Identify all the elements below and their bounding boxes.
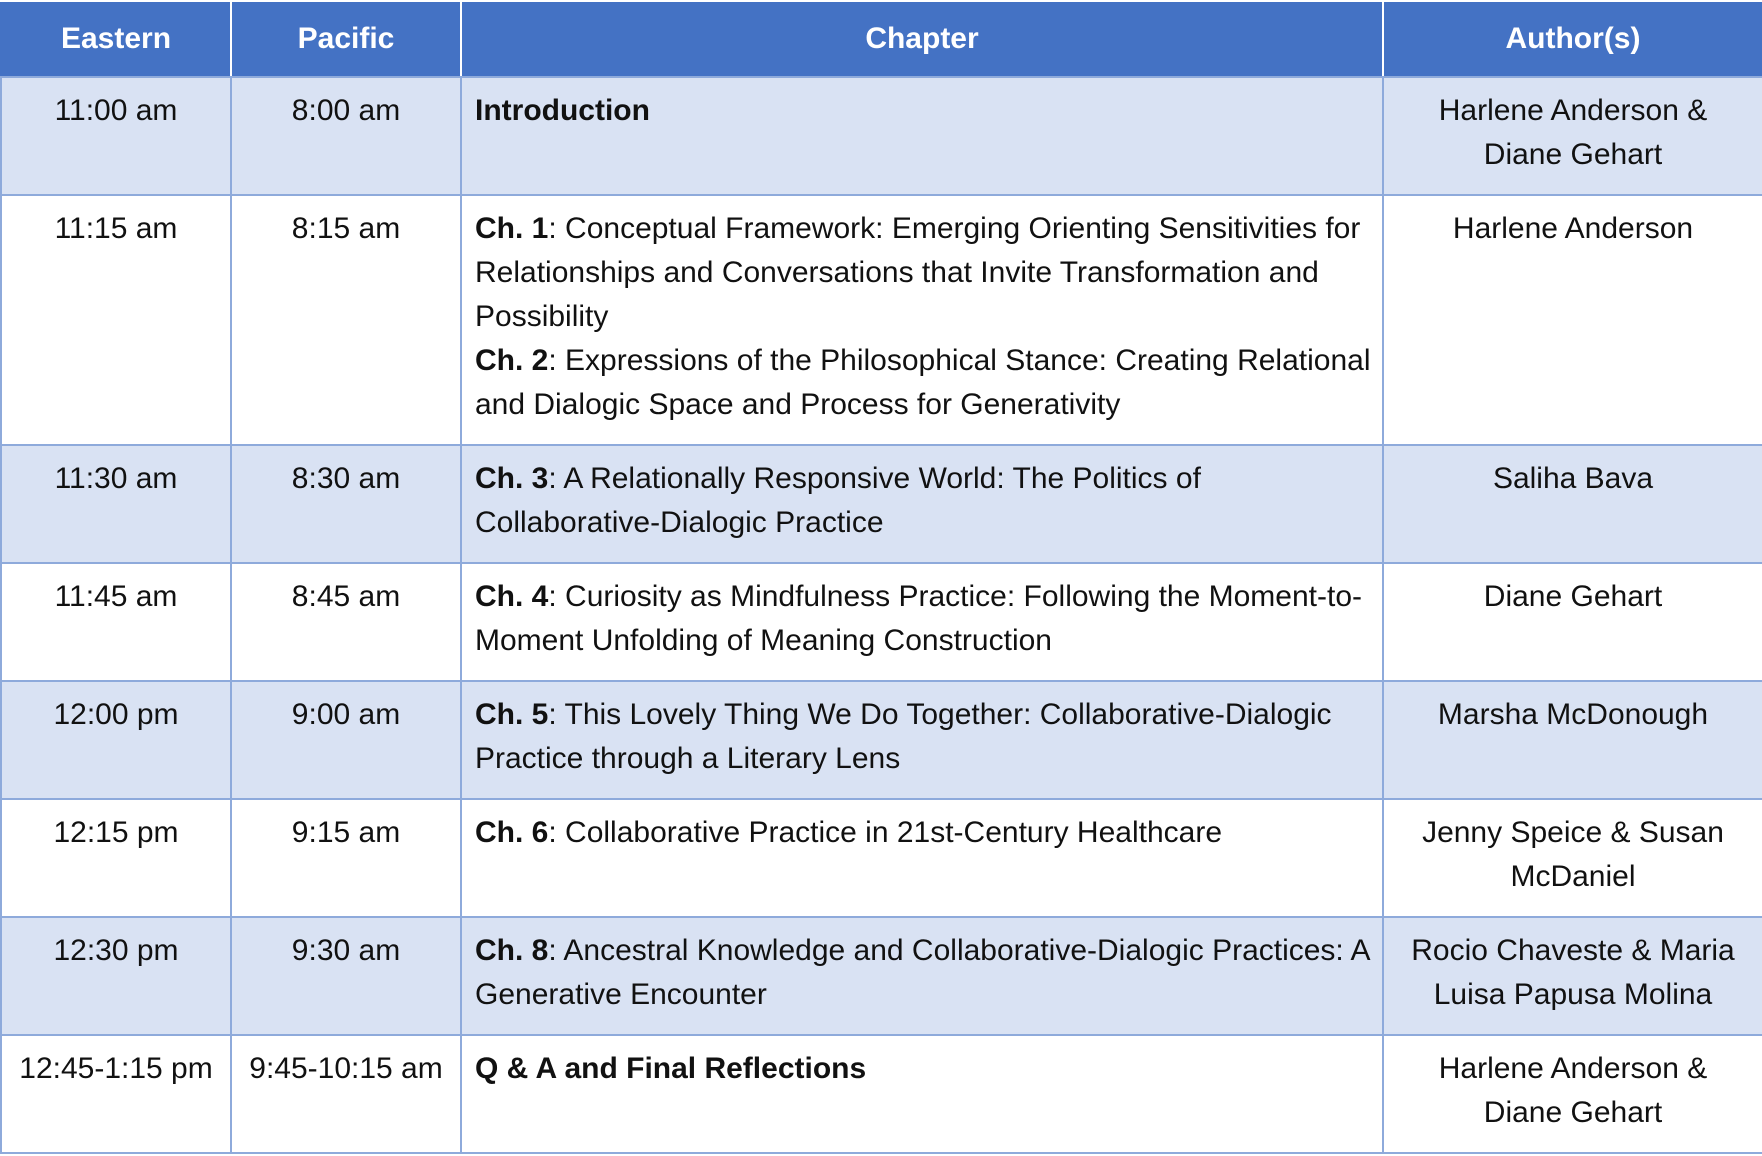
pacific-time: 9:45-10:15 am [249, 1052, 443, 1085]
eastern-time-cell [1, 445, 231, 563]
chapter-cell [461, 445, 1383, 563]
eastern-time-cell [1, 1035, 231, 1153]
column-header-eastern: Eastern [1, 1, 231, 77]
author-line: Jenny Speice & Susan [1422, 816, 1724, 849]
authors-cell [1383, 77, 1762, 195]
author-line: Diane Gehart [1483, 138, 1663, 171]
authors-cell [1383, 195, 1762, 445]
table-row [1, 195, 1762, 445]
chapter-cell [461, 1035, 1383, 1153]
chapter-entry [475, 207, 1372, 339]
chapter-number: Ch. 1 [475, 212, 549, 245]
pacific-time: 8:00 am [291, 94, 401, 127]
column-header-authors: Author(s) [1383, 1, 1762, 77]
chapter-entry [475, 339, 1372, 427]
chapter-cell [461, 563, 1383, 681]
header-row [1, 1, 1762, 77]
authors-cell [1383, 1035, 1762, 1153]
author-line: Harlene Anderson [1452, 212, 1694, 245]
chapter-number: Ch. 3 [475, 462, 549, 495]
eastern-time-cell [1, 681, 231, 799]
column-header-pacific: Pacific [231, 1, 461, 77]
table-row [1, 917, 1762, 1035]
chapter-number: Ch. 5 [475, 698, 549, 731]
pacific-time-cell [231, 1035, 461, 1153]
eastern-time: 11:30 am [54, 462, 178, 495]
chapter-title: : This Lovely Thing We Do Together: Collaborative-Dialogic Practice through a Literary Lens [475, 698, 1332, 775]
eastern-time: 12:30 pm [53, 934, 179, 967]
author-line: Diane Gehart [1483, 580, 1663, 613]
pacific-time-cell [231, 445, 461, 563]
table-row [1, 445, 1762, 563]
eastern-time-cell [1, 563, 231, 681]
eastern-time: 11:00 am [54, 94, 178, 127]
eastern-time-cell [1, 77, 231, 195]
authors-cell [1383, 681, 1762, 799]
author-line: Harlene Anderson & [1438, 94, 1708, 127]
chapter-number: Ch. 6 [475, 816, 549, 849]
authors-cell [1383, 917, 1762, 1035]
eastern-time-cell [1, 799, 231, 917]
pacific-time-cell [231, 799, 461, 917]
chapter-title: : Expressions of the Philosophical Stance: Creating Relational and Dialogic Space and Process for Generativity [475, 344, 1371, 421]
chapter-cell [461, 195, 1383, 445]
eastern-time: 12:45-1:15 pm [19, 1052, 213, 1085]
eastern-time: 11:45 am [54, 580, 178, 613]
author-line: Harlene Anderson & [1438, 1052, 1708, 1085]
chapter-title: : Ancestral Knowledge and Collaborative-Dialogic Practices: A Generative Encounter [475, 934, 1369, 1011]
pacific-time-cell [231, 563, 461, 681]
chapter-cell [461, 917, 1383, 1035]
author-line: Marsha McDonough [1437, 698, 1709, 731]
table-row [1, 563, 1762, 681]
eastern-time: 12:00 pm [53, 698, 179, 731]
table-row [1, 681, 1762, 799]
eastern-time: 12:15 pm [53, 816, 179, 849]
pacific-time: 8:15 am [291, 212, 401, 245]
session-title: Q & A and Final Reflections [475, 1052, 867, 1085]
pacific-time-cell [231, 77, 461, 195]
pacific-time: 9:30 am [291, 934, 401, 967]
chapter-title: : Collaborative Practice in 21st-Century Healthcare [548, 816, 1222, 849]
author-line: Saliha Bava [1492, 462, 1654, 495]
column-header-chapter: Chapter [461, 1, 1383, 77]
pacific-time: 9:15 am [291, 816, 401, 849]
chapter-number: Ch. 8 [475, 934, 549, 967]
chapter-cell [461, 799, 1383, 917]
eastern-time-cell [1, 195, 231, 445]
author-line: Diane Gehart [1483, 1096, 1663, 1129]
pacific-time-cell [231, 917, 461, 1035]
pacific-time: 8:45 am [291, 580, 401, 613]
pacific-time: 9:00 am [291, 698, 401, 731]
authors-cell [1383, 799, 1762, 917]
eastern-time-cell [1, 917, 231, 1035]
chapter-title: : Curiosity as Mindfulness Practice: Following the Moment-to-Moment Unfolding of Meaning Construction [475, 580, 1362, 657]
table-row [1, 77, 1762, 195]
authors-cell [1383, 563, 1762, 681]
table-row [1, 1035, 1762, 1153]
author-line: McDaniel [1510, 860, 1636, 893]
chapter-cell [461, 681, 1383, 799]
pacific-time-cell [231, 195, 461, 445]
table-row [1, 799, 1762, 917]
chapter-cell [461, 77, 1383, 195]
pacific-time-cell [231, 681, 461, 799]
chapter-title: : Conceptual Framework: Emerging Orienting Sensitivities for Relationships and Conversations that Invite Transformation and Possibility [475, 212, 1361, 333]
chapter-number: Ch. 2 [475, 344, 549, 377]
authors-cell [1383, 445, 1762, 563]
author-line: Rocio Chaveste & Maria [1411, 934, 1735, 967]
chapter-title: : A Relationally Responsive World: The Politics of Collaborative-Dialogic Practice [475, 462, 1201, 539]
session-title: Introduction [475, 94, 650, 127]
eastern-time: 11:15 am [54, 212, 178, 245]
author-line: Luisa Papusa Molina [1433, 978, 1713, 1011]
pacific-time: 8:30 am [291, 462, 401, 495]
chapter-number: Ch. 4 [475, 580, 549, 613]
